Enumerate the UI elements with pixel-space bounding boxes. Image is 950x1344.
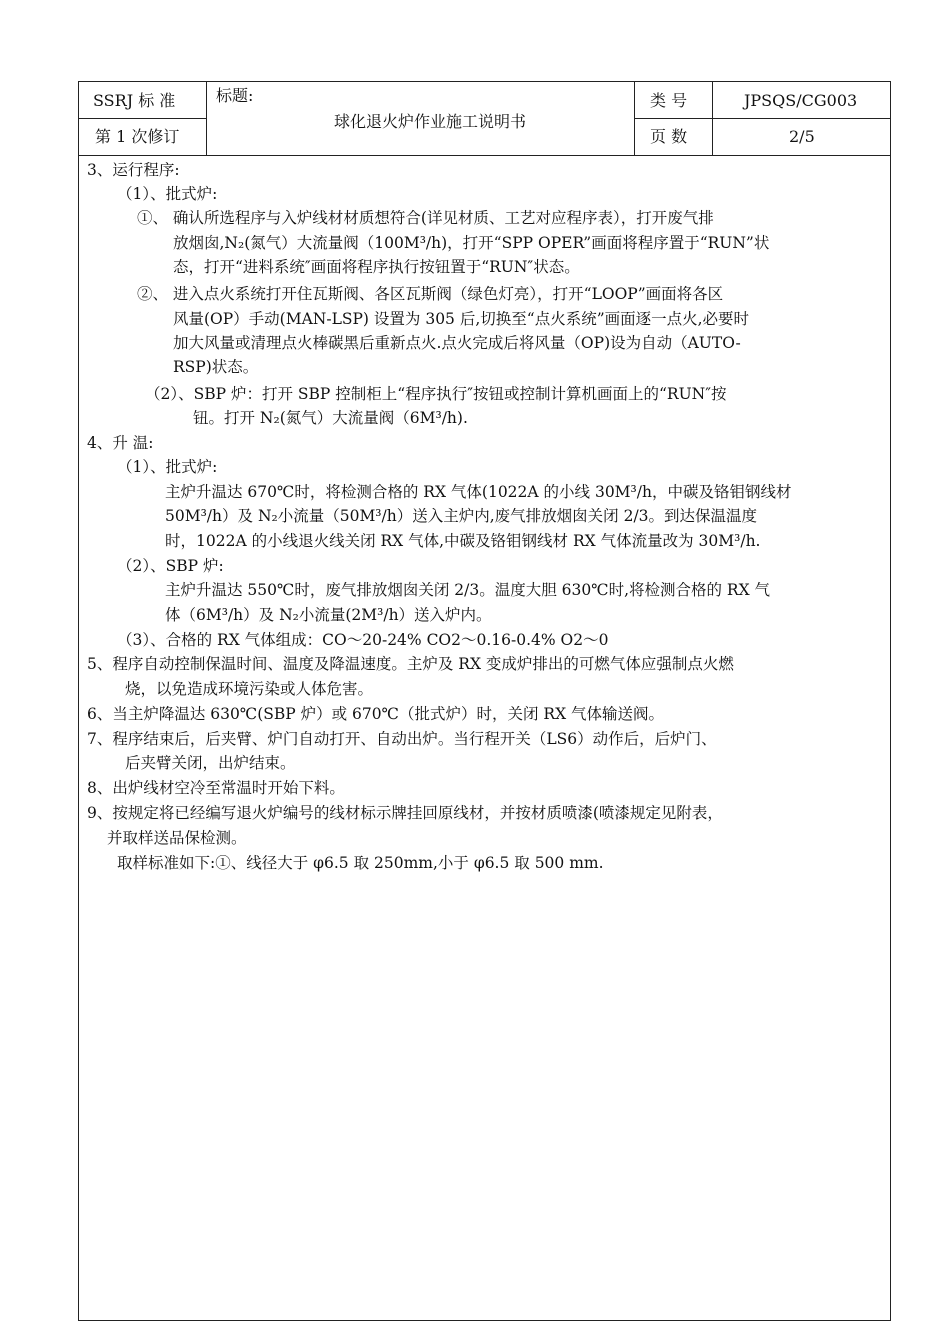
section-heading: 9、按规定将已经编写退火炉编号的线材标示牌挂回原线材，并按材质喷漆(喷漆规定见附表， (87, 804, 723, 822)
body-line: 时，1022A 的小线退火线关闭 RX 气体,中碳及铬钼钢线材 RX 气体流量改为 30M³/h. (165, 532, 761, 550)
category-label: 类 号 (650, 91, 688, 110)
body-line: 态，打开“进料系统″画面将程序执行按钮置于“RUN″状态。 (173, 258, 580, 276)
body-line: 放烟囱,N₂(氮气）大流量阀（100M³/h)，打开“SPP OPER”画面将程序置于“RUN”状 (173, 234, 770, 252)
body-line: （2）、SBP 炉：打开 SBP 控制柜上“程序执行″按钮或控制计算机画面上的“RUN″按 (145, 385, 727, 403)
section-heading: 4、升 温: (87, 434, 154, 452)
body-line: RSP)状态。 (173, 358, 259, 376)
revision-label: 第 1 次修订 (95, 127, 180, 146)
subsection-heading: （2）、SBP 炉: (117, 557, 224, 575)
section-heading: 5、程序自动控制保温时间、温度及降温速度。主炉及 RX 变成炉排出的可燃气体应强制点火燃 (87, 655, 734, 673)
body-line: 烧，以免造成环境污染或人体危害。 (125, 680, 374, 698)
body-line: 后夹臂关闭，出炉结束。 (125, 754, 296, 772)
body-line: （3）、合格的 RX 气体组成：CO～20-24% CO2～0.16-0.4% O2～0 (117, 631, 609, 649)
body-line: 并取样送品保检测。 (107, 829, 247, 847)
page-label: 页 数 (650, 127, 688, 146)
body-line: 主炉升温达 550℃时，废气排放烟囱关闭 2/3。温度大胆 630℃时,将检测合格的 RX 气 (165, 581, 771, 599)
body-line: 风量(OP）手动(MAN-LSP) 设置为 305 后,切换至“点火系统”画面逐一点火,必要时 (173, 310, 750, 328)
subsection-heading: （1）、批式炉: (117, 458, 218, 476)
title-label: 标题: (216, 86, 254, 105)
standard-label: SSRJ 标 准 (93, 91, 176, 110)
category-value: JPSQS/CG003 (744, 91, 858, 110)
subsection-heading: （1）、批式炉: (117, 185, 218, 203)
document-page (78, 81, 891, 1321)
body-line: 50M³/h）及 N₂小流量（50M³/h）送入主炉内,废气排放烟囱关闭 2/3。到达保温温度 (165, 507, 758, 525)
body-line: 取样标准如下:①、线径大于 φ6.5 取 250mm,小于 φ6.5 取 500 mm. (117, 854, 604, 872)
section-heading: 7、程序结束后，后夹臂、炉门自动打开、自动出炉。当行程开关（LS6）动作后，后炉门、 (87, 730, 717, 748)
section-heading: 3、运行程序: (87, 161, 180, 179)
body-line: 加大风量或清理点火棒碳黑后重新点火.点火完成后将风量（OP)设为自动（AUTO- (173, 334, 741, 352)
body-line: 体（6M³/h）及 N₂小流量(2M³/h）送入炉内。 (165, 606, 492, 624)
document-title: 球化退火炉作业施工说明书 (334, 112, 527, 131)
section-heading: 6、当主炉降温达 630℃(SBP 炉）或 670℃（批式炉）时，关闭 RX 气体输送阀。 (87, 705, 665, 723)
body-line: 钮。打开 N₂(氮气）大流量阀（6M³/h). (193, 409, 468, 427)
page-value: 2/5 (789, 127, 815, 146)
body-line: 主炉升温达 670℃时，将检测合格的 RX 气体(1022A 的小线 30M³/h，中碳及铬钼钢线材 (165, 483, 792, 501)
body-line: ②、 进入点火系统打开住瓦斯阀、各区瓦斯阀（绿色灯亮），打开“LOOP”画面将各区 (137, 285, 724, 303)
section-heading: 8、出炉线材空冷至常温时开始下料。 (87, 779, 345, 797)
body-line: ①、 确认所选程序与入炉线材材质想符合(详见材质、工艺对应程序表），打开废气排 (137, 209, 714, 227)
